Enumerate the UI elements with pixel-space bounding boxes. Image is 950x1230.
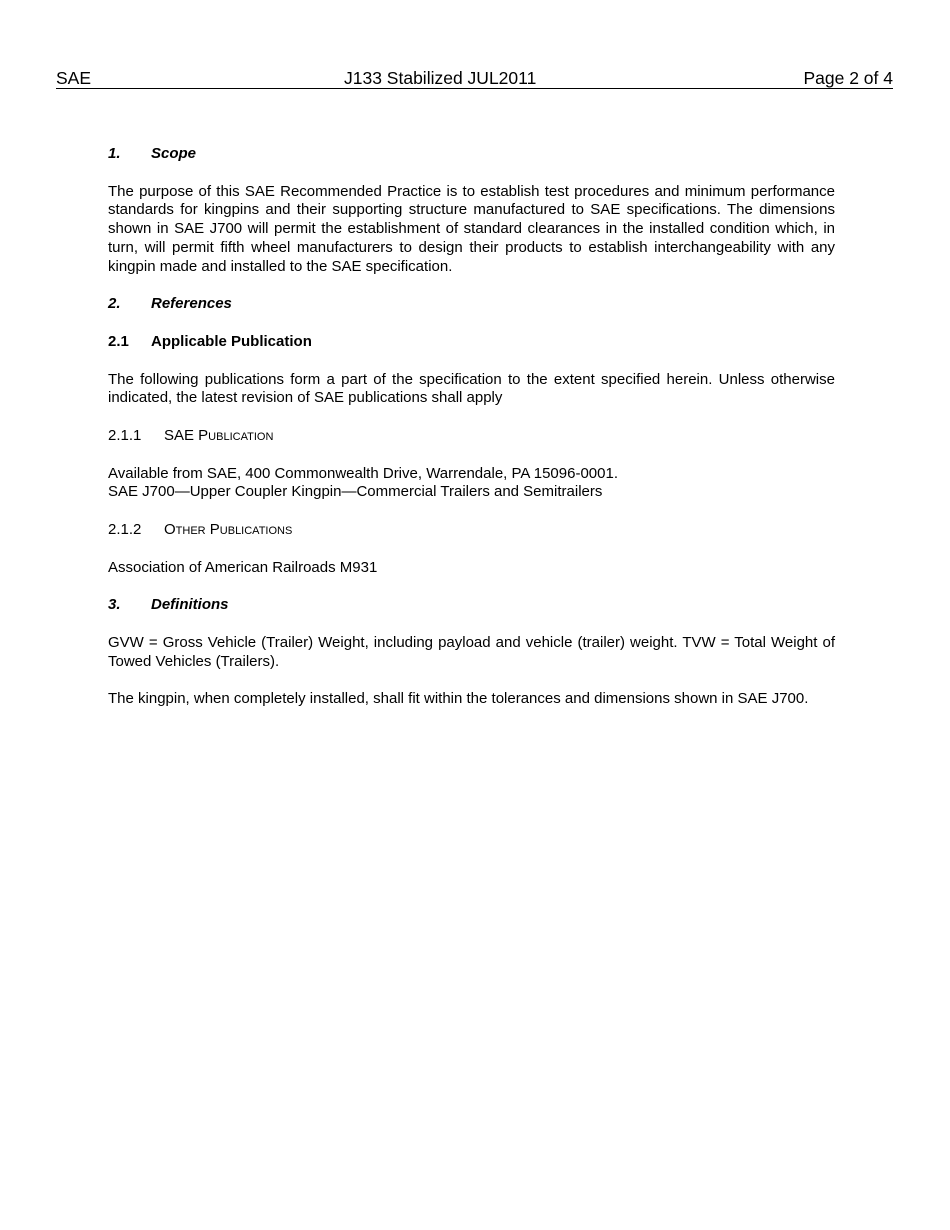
sae-publication-paragraph <box>108 465 835 503</box>
section-title: References <box>151 295 232 313</box>
header-document-id: J133 Stabilized JUL2011 <box>344 68 537 88</box>
subsubsection-number: 2.1.1 <box>108 426 142 444</box>
subsubsection-heading-other-publications <box>108 521 835 540</box>
section-heading-references <box>108 295 835 314</box>
subsubsection-title: Other Publications <box>164 520 293 538</box>
section-title: Scope <box>151 145 197 162</box>
subsection-title: Applicable Publication <box>151 332 312 350</box>
other-publications-paragraph: Association of American Railroads M931 <box>108 558 378 576</box>
sae-address-line: Available from SAE, 400 Commonwealth Drive, Warrendale, PA 15096-0001. <box>108 464 618 482</box>
header-organization: SAE <box>56 68 92 88</box>
subsubsection-number: 2.1.2 <box>108 520 142 538</box>
section-number: 3. <box>108 596 121 614</box>
section-heading-definitions <box>108 596 835 615</box>
running-header <box>56 68 893 89</box>
scope-paragraph: The purpose of this SAE Recommended Practice is to establish test procedures and minimum performance standards for kingpins and their supporting structure manufactured to SAE specifications. The dimensions shown in SAE J700 will permit the establishment of standard clearances in the installed condition which, in turn, will permit fifth wheel manufacturers to design their products to establish interchangeability with any kingpin made and installed to the SAE specification. <box>108 182 835 275</box>
document-body <box>108 145 835 728</box>
subsection-heading-applicable-publication <box>108 333 835 352</box>
subsection-number: 2.1 <box>108 332 129 350</box>
sae-j700-reference-line: SAE J700—Upper Coupler Kingpin—Commercial Trailers and Semitrailers <box>108 483 603 501</box>
section-number: 2. <box>108 295 121 313</box>
definitions-paragraph: GVW = Gross Vehicle (Trailer) Weight, including payload and vehicle (trailer) weight. TVW = Total Weight of Towed Vehicles (Trailers). <box>108 633 835 670</box>
subsubsection-heading-sae-publication <box>108 427 835 446</box>
applicable-publication-paragraph: The following publications form a part of the specification to the extent specified herein. Unless otherwise indicated, the latest revision of SAE publications shall apply <box>108 370 835 407</box>
kingpin-installation-paragraph: The kingpin, when completely installed, shall fit within the tolerances and dimensions shown in SAE J700. <box>108 690 809 708</box>
header-page-number: Page 2 of 4 <box>803 68 893 88</box>
section-title: Definitions <box>151 596 229 614</box>
section-heading-scope <box>108 145 835 164</box>
subsubsection-title: SAE Publication <box>164 426 274 444</box>
section-number: 1. <box>108 145 121 162</box>
